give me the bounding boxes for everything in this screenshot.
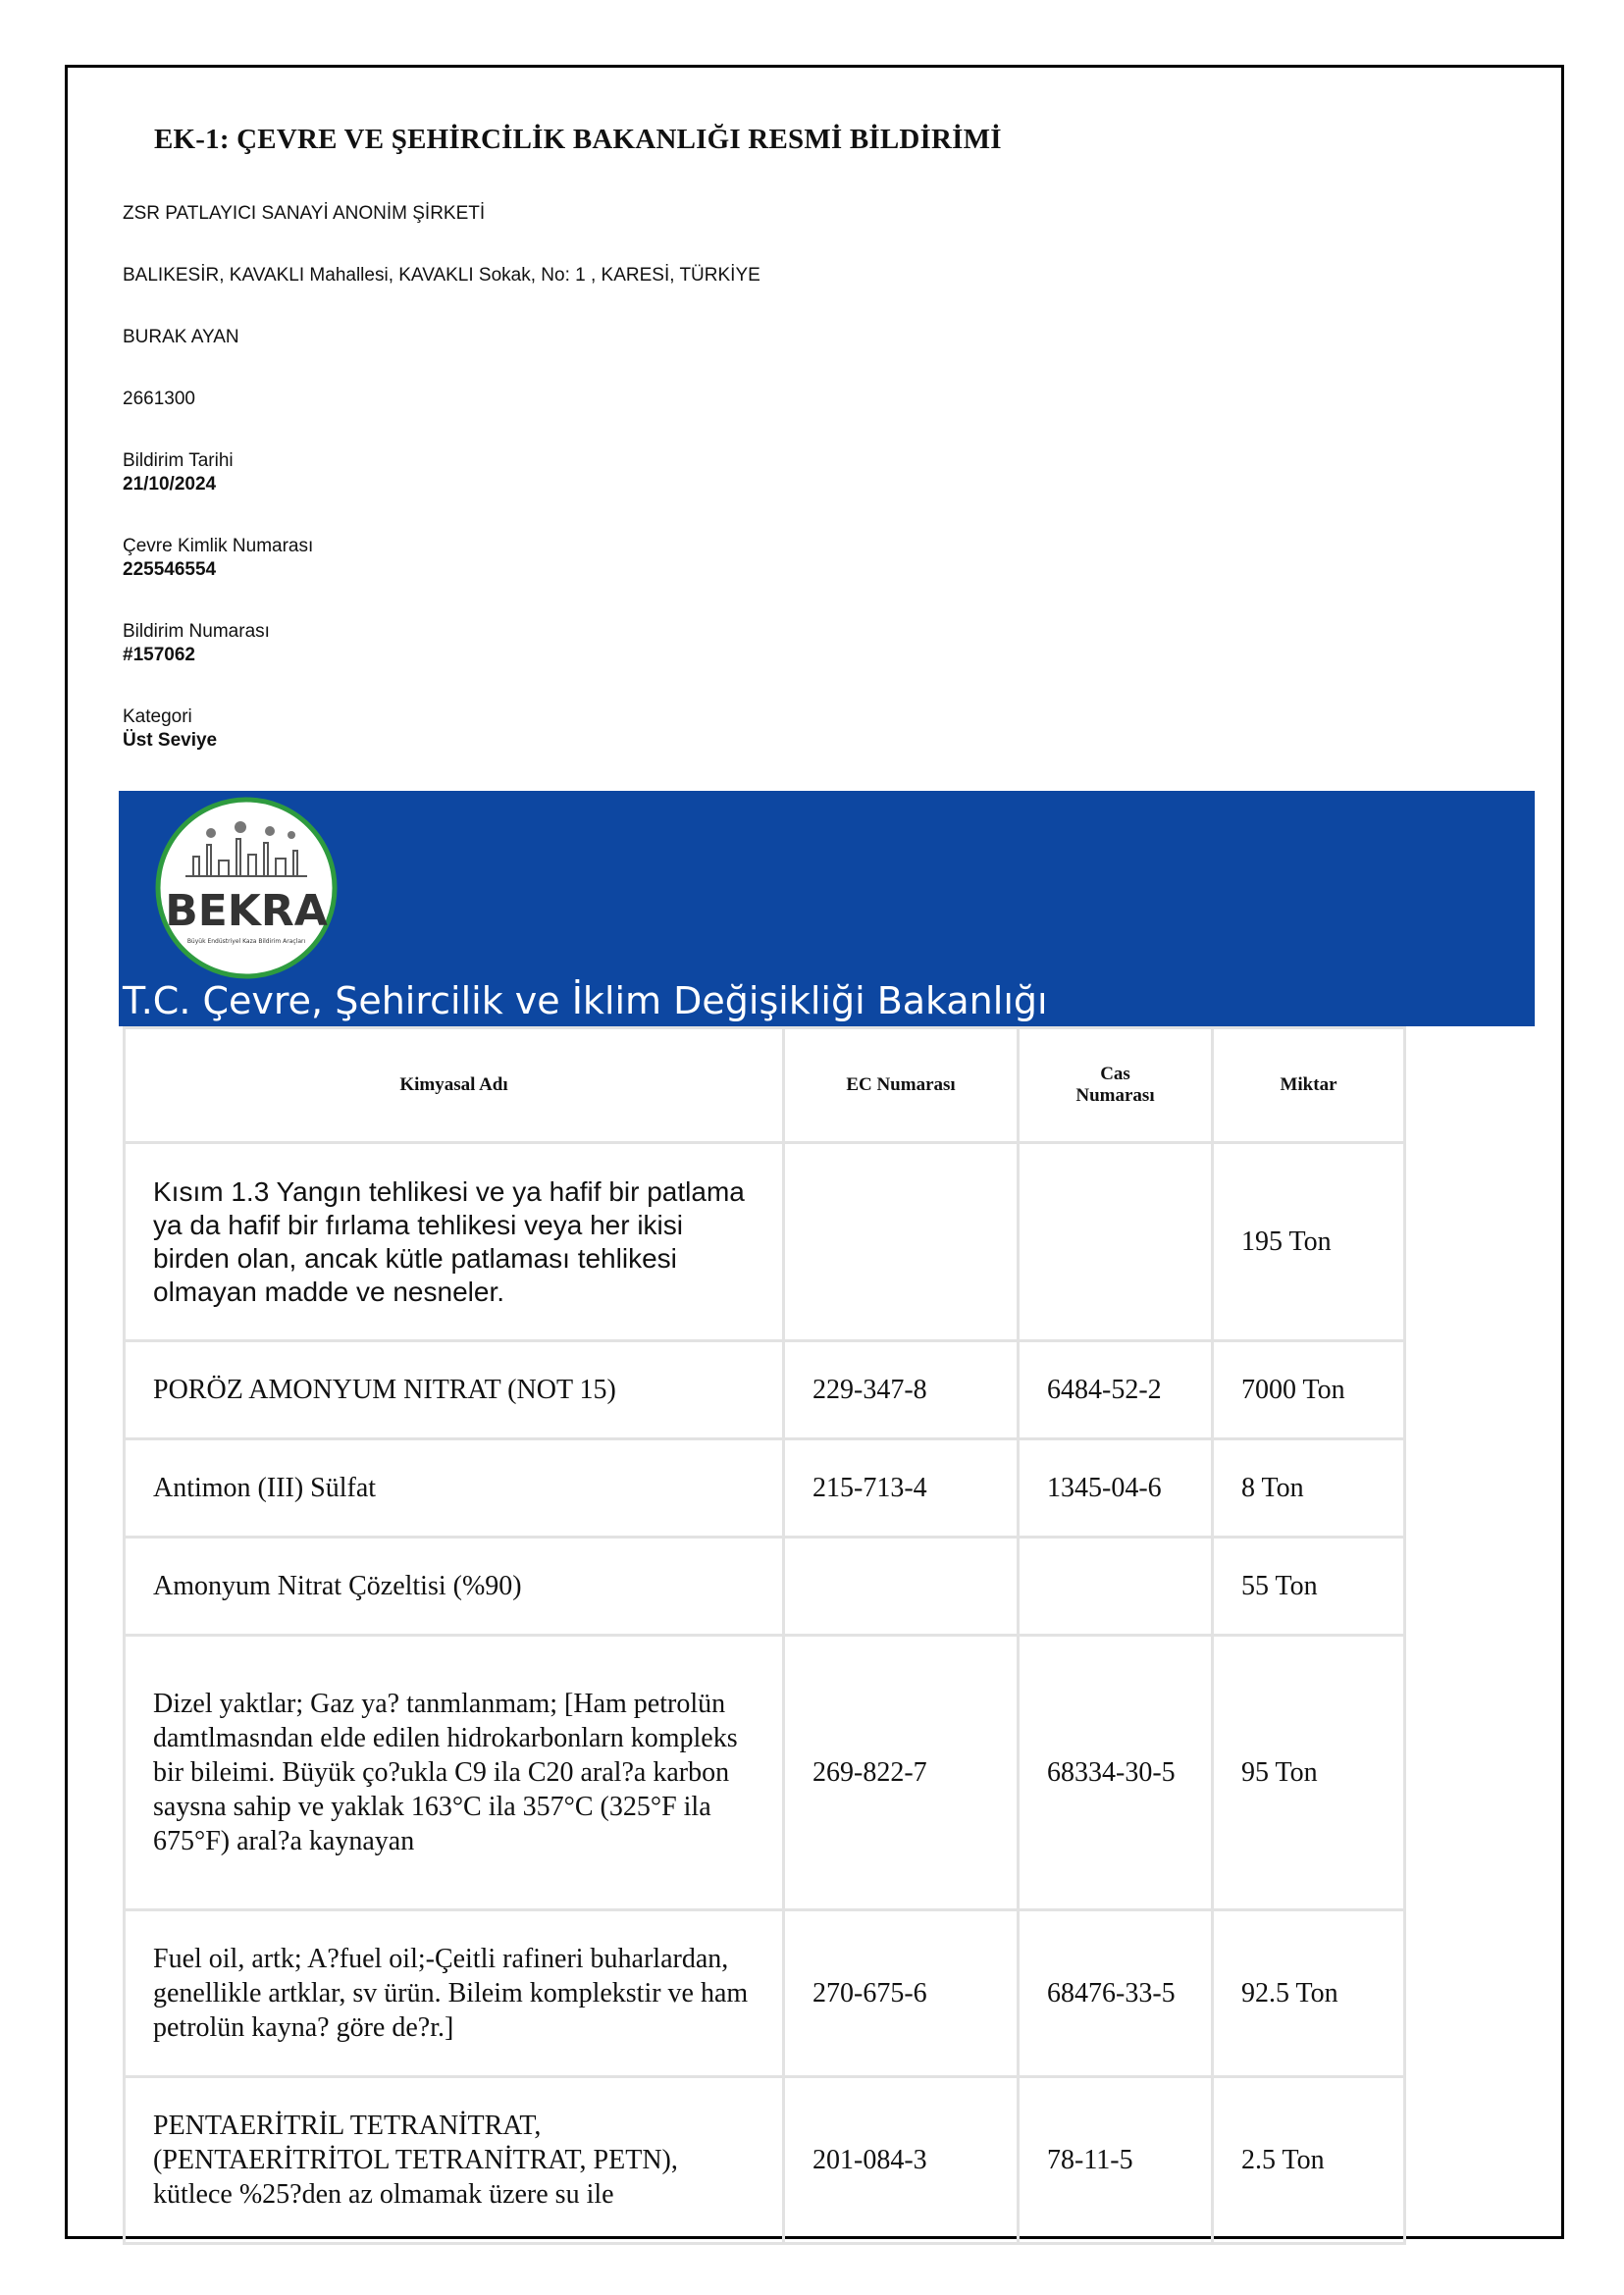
notification-number-value: #157062 xyxy=(123,645,195,665)
category-label: Kategori xyxy=(123,706,192,727)
ec-number: 215-713-4 xyxy=(784,1439,1019,1538)
notification-number-label: Bildirim Numarası xyxy=(123,621,270,642)
company-address: BALIKESİR, KAVAKLI Mahallesi, KAVAKLI Sokak, No: 1 , KARESİ, TÜRKİYE xyxy=(123,265,760,286)
amount: 7000 Ton xyxy=(1213,1341,1405,1439)
cas-number xyxy=(1019,1538,1213,1636)
amount: 95 Ton xyxy=(1213,1636,1405,1910)
cas-number: 1345-04-6 xyxy=(1019,1439,1213,1538)
chemical-name: Antimon (III) Sülfat xyxy=(125,1439,784,1538)
chemical-name: PENTAERİTRİL TETRANİTRAT, (PENTAERİTRİTOL TETRANİTRAT, PETN), kütlece %25?den az olmamak üzere su ile xyxy=(125,2077,784,2244)
logo-text: BEKRA xyxy=(165,886,328,936)
cas-number: 68476-33-5 xyxy=(1019,1910,1213,2077)
ministry-name: T.C. Çevre, Şehircilik ve İklim Değişikliği Bakanlığı xyxy=(123,979,1048,1022)
table-row xyxy=(125,1143,1405,1341)
ec-number xyxy=(784,1538,1019,1636)
chemical-name: Kısım 1.3 Yangın tehlikesi ve ya hafif bir patlama ya da hafif bir fırlama tehlikesi veya her ikisi birden olan, ancak kütle patlaması tehlikesi olmayan madde ve nesneler. xyxy=(125,1143,784,1341)
ec-number xyxy=(784,1143,1019,1341)
company-name: ZSR PATLAYICI SANAYİ ANONİM ŞİRKETİ xyxy=(123,203,486,224)
contact-person: BURAK AYAN xyxy=(123,327,239,347)
chemical-name: Dizel yaktlar; Gaz ya? tanmlanmam; [Ham petrolün damtlmasndan elde edilen hidrokarbonlarn kompleks bir bileimi. Büyük ço?ukla C9 ila C20 aral?a karbon saysna sahip ve yaklak 163°C ila 357°C (325°F ila 675°F) aral?a kaynayan xyxy=(125,1636,784,1910)
chemical-name: Fuel oil, artk; A?fuel oil;-Çeitli rafineri buharlardan, genellikle artklar, sv ürün. Bileim komplekstir ve ham petrolün kayna? göre de?r.] xyxy=(125,1910,784,2077)
ec-number: 269-822-7 xyxy=(784,1636,1019,1910)
table-row xyxy=(125,1538,1405,1636)
ec-number: 270-675-6 xyxy=(784,1910,1019,2077)
chemical-name: Amonyum Nitrat Çözeltisi (%90) xyxy=(125,1538,784,1636)
ec-number: 201-084-3 xyxy=(784,2077,1019,2244)
table-row xyxy=(125,1439,1405,1538)
category-value: Üst Seviye xyxy=(123,730,218,751)
table-header-row xyxy=(125,1028,1405,1143)
logo-subtitle: Büyük Endüstriyel Kaza Bildirim Araçları xyxy=(186,938,306,945)
table-row xyxy=(125,1910,1405,2077)
table-row xyxy=(125,2077,1405,2244)
amount: 8 Ton xyxy=(1213,1439,1405,1538)
ministry-banner xyxy=(119,791,1535,1026)
cas-number: 68334-30-5 xyxy=(1019,1636,1213,1910)
environment-id-label: Çevre Kimlik Numarası xyxy=(123,536,314,556)
amount: 195 Ton xyxy=(1213,1143,1405,1341)
document-title: EK-1: ÇEVRE VE ŞEHİRCİLİK BAKANLIĞI RESMİ BİLDİRİMİ xyxy=(154,124,1002,155)
amount: 2.5 Ton xyxy=(1213,2077,1405,2244)
chemicals-table xyxy=(123,1026,1406,2245)
notification-date-label: Bildirim Tarihi xyxy=(123,450,234,471)
header-cas-number: Cas Numarası xyxy=(1019,1028,1213,1143)
table-row xyxy=(125,1341,1405,1439)
bekra-logo xyxy=(154,796,339,980)
header-ec-number: EC Numarası xyxy=(784,1028,1019,1143)
table-row xyxy=(125,1636,1405,1910)
company-code: 2661300 xyxy=(123,389,195,409)
chemical-name: PORÖZ AMONYUM NITRAT (NOT 15) xyxy=(125,1341,784,1439)
cas-number: 78-11-5 xyxy=(1019,2077,1213,2244)
header-chemical-name: Kimyasal Adı xyxy=(125,1028,784,1143)
environment-id-value: 225546554 xyxy=(123,559,217,580)
header-amount: Miktar xyxy=(1213,1028,1405,1143)
cas-number xyxy=(1019,1143,1213,1341)
amount: 55 Ton xyxy=(1213,1538,1405,1636)
cas-number: 6484-52-2 xyxy=(1019,1341,1213,1439)
notification-date-value: 21/10/2024 xyxy=(123,474,217,495)
ec-number: 229-347-8 xyxy=(784,1341,1019,1439)
amount: 92.5 Ton xyxy=(1213,1910,1405,2077)
